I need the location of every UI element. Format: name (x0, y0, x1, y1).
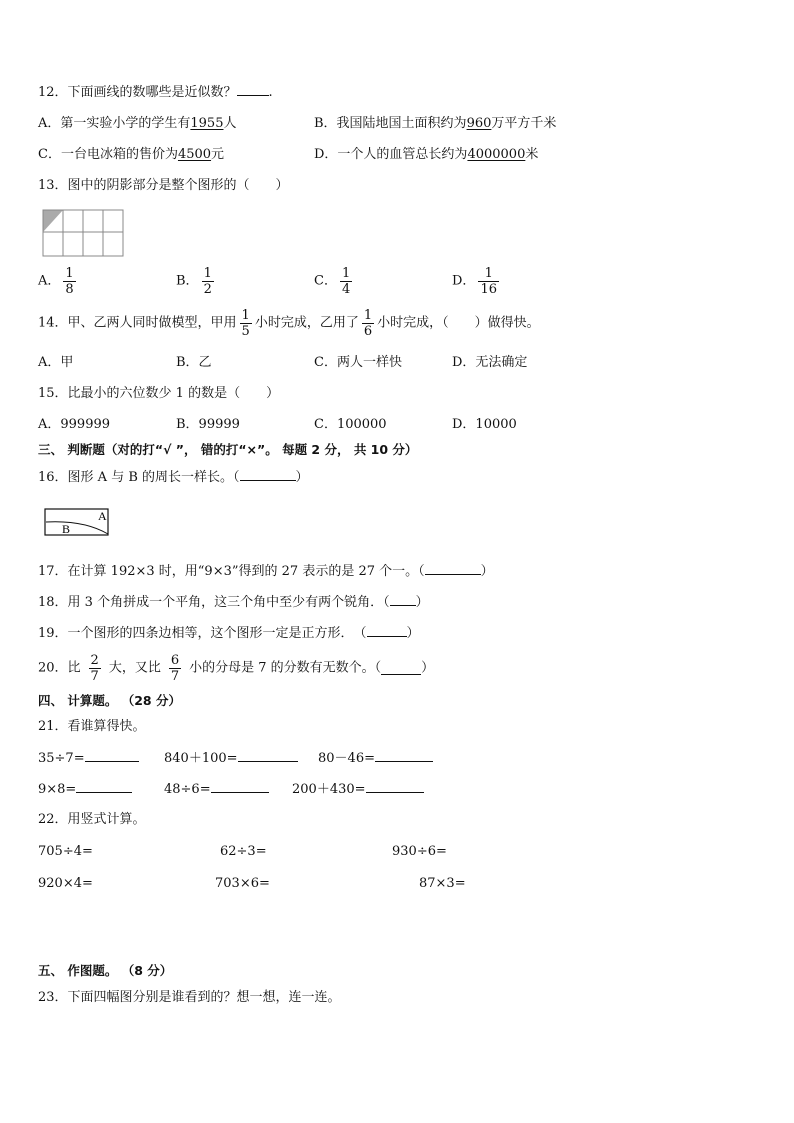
q12-option-b[interactable]: B．我国陆地国土面积约为960万平方千米 (314, 116, 557, 131)
q14-option-c[interactable]: C．两人一样快 (314, 355, 402, 370)
q13-stem: 13．图中的阴影部分是整个图形的（ ） (38, 178, 289, 193)
q15-stem: 15．比最小的六位数少 1 的数是（ ） (38, 386, 280, 401)
q12-option-d[interactable]: D．一个人的血管总长约为4000000米 (314, 147, 539, 162)
q15-option-d[interactable]: D．10000 (452, 417, 517, 432)
q22-item-1: 705÷4= (38, 844, 93, 859)
q14-option-d[interactable]: D．无法确定 (452, 355, 528, 370)
q22-item-4: 920×4= (38, 876, 93, 891)
q22-item-2: 62÷3= (220, 844, 267, 859)
q12-stem: 12．下面画线的数哪些是近似数？ . (38, 85, 273, 100)
q13-option-d[interactable]: D． $\frac{1}{16}$ (452, 266, 497, 297)
q21-item-3: 80－46= (318, 749, 433, 768)
q19-stem: 19．一个图形的四条边相等，这个图形一定是正方形． （ ） (38, 626, 420, 641)
section-5-heading: 五、 作图题。 （8 分） (38, 963, 173, 978)
q21-item-2: 840＋100= (164, 749, 298, 768)
q21-blank-6[interactable] (366, 780, 424, 793)
q21-blank-1[interactable] (85, 749, 139, 762)
q19-answer-blank[interactable] (367, 624, 407, 637)
q15-option-a[interactable]: A．999999 (38, 417, 111, 432)
q20-stem: 20．比 $\frac{2}{7}$ 大，又比 $\frac{6}{7}$ 小的分母是 7 的分数有无数个。（ ） (38, 653, 435, 684)
q12-answer-blank[interactable] (237, 83, 269, 96)
q21-blank-2[interactable] (238, 749, 298, 762)
q22-item-5: 703×6= (215, 876, 270, 891)
q16-stem: 16．图形 A 与 B 的周长一样长。（ ） (38, 470, 309, 485)
q12-option-c[interactable]: C．一台电冰箱的售价为4500元 (38, 147, 225, 162)
q21-item-4: 9×8= (38, 780, 132, 799)
q21-item-6: 200＋430= (292, 780, 424, 799)
q14-option-b[interactable]: B．乙 (176, 355, 212, 370)
q21-blank-4[interactable] (76, 780, 132, 793)
q13-option-b[interactable]: B． $\frac{1}{2}$ (176, 266, 212, 297)
q15-option-c[interactable]: C．100000 (314, 417, 387, 432)
q16-dividing-curve (46, 522, 108, 534)
q17-stem: 17．在计算 192×3 时，用“9×3”得到的 27 表示的是 27 个一。（ ） (38, 564, 494, 579)
q22-item-3: 930÷6= (392, 844, 447, 859)
section-4-heading: 四、 计算题。 （28 分） (38, 693, 181, 708)
q13-option-a[interactable]: A． $\frac{1}{8}$ (38, 266, 74, 297)
q21-blank-5[interactable] (211, 780, 269, 793)
q18-stem: 18．用 3 个角拼成一个平角，这三个角中至少有两个锐角．（ ） (38, 595, 429, 610)
q14-option-a[interactable]: A．甲 (38, 355, 74, 370)
q16-figure (44, 508, 110, 538)
q22-stem: 22．用竖式计算。 (38, 812, 146, 827)
q21-item-1: 35÷7= (38, 749, 139, 768)
q23-stem: 23．下面四幅图分别是谁看到的？想一想，连一连。 (38, 990, 341, 1005)
q13-option-c[interactable]: C． $\frac{1}{4}$ (314, 266, 351, 297)
q12-option-a[interactable]: A．第一实验小学的学生有1955人 (38, 116, 237, 131)
q17-answer-blank[interactable] (425, 562, 481, 575)
section-3-heading: 三、 判断题（对的打“√ ”， 错的打“×”。 每题 2 分， 共 10 分） (38, 442, 418, 457)
q16-answer-blank[interactable] (240, 468, 296, 481)
q16-label-b: B (62, 522, 71, 536)
q21-item-5: 48÷6= (164, 780, 269, 799)
q13-grid-figure (42, 209, 124, 257)
q21-blank-3[interactable] (375, 749, 433, 762)
q20-answer-blank[interactable] (381, 662, 421, 675)
q15-option-b[interactable]: B．99999 (176, 417, 240, 432)
q16-label-a: A (98, 509, 107, 523)
q18-answer-blank[interactable] (390, 593, 416, 606)
q14-stem: 14．甲、乙两人同时做模型，甲用 $\frac{1}{5}$ 小时完成，乙用了 $\frac{1}{6}$ 小时完成，（ ）做得快。 (38, 308, 540, 339)
q22-item-6: 87×3= (419, 876, 466, 891)
q21-stem: 21．看谁算得快。 (38, 719, 146, 734)
q13-shaded-triangle (43, 210, 63, 232)
